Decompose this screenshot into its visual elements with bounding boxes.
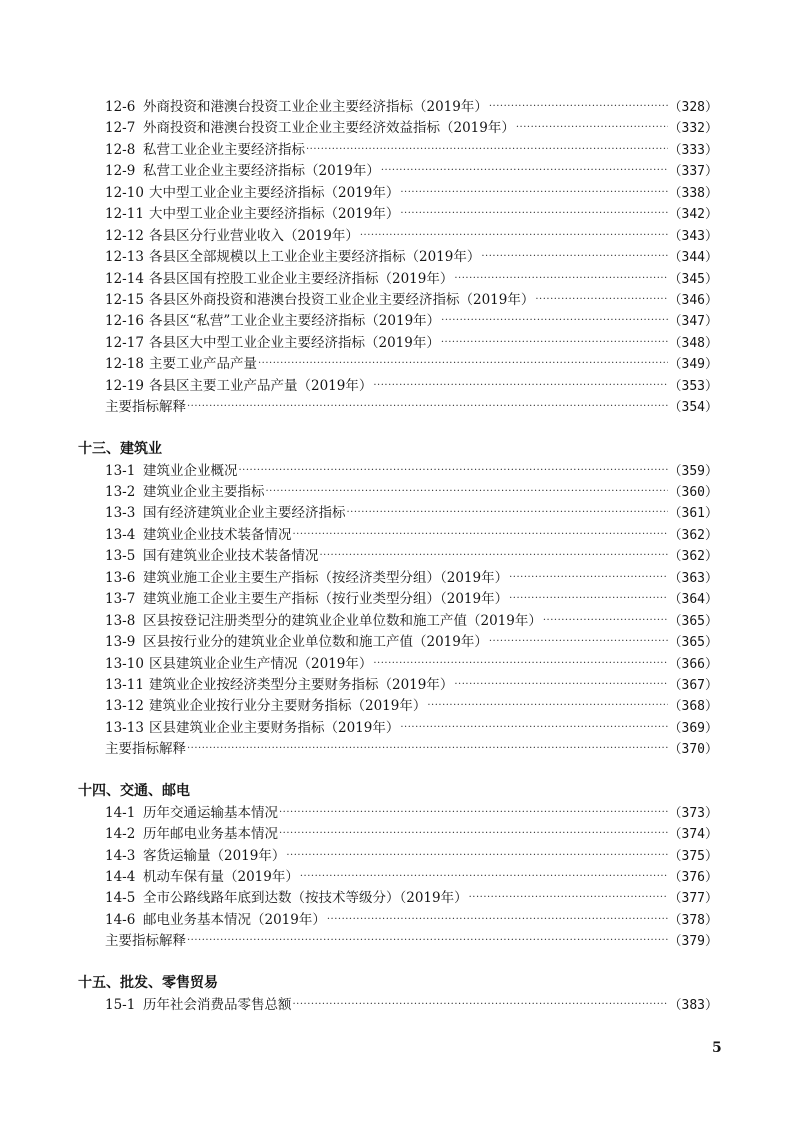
entry-page: （383） [668, 997, 718, 1013]
entry-number: 13-4 [105, 526, 136, 543]
dot-leader [187, 401, 668, 412]
entry-page: （376） [668, 870, 718, 885]
dot-leader [469, 892, 668, 903]
entry-number: 13-10 [105, 655, 144, 672]
toc-entry[interactable] [78, 587, 718, 608]
dot-leader [306, 144, 668, 155]
entry-number: 13-13 [105, 719, 144, 736]
entry-title: 私营工业企业主要经济指标（2019年） [143, 163, 380, 180]
toc-entry[interactable] [78, 886, 718, 907]
entry-page: （361） [668, 506, 718, 522]
entry-number: 12-16 [105, 313, 144, 330]
entry-number: 14-1 [105, 804, 136, 821]
entry-number: 13-12 [105, 698, 144, 715]
entry-page: （367） [668, 677, 718, 693]
toc-entry[interactable] [78, 865, 718, 886]
dot-leader [489, 636, 668, 647]
entry-title: 各县区分行业营业收入（2019年） [149, 227, 359, 244]
entry-title: 主要指标解释 [105, 741, 186, 758]
entry-number: 13-8 [105, 612, 136, 629]
entry-number: 12-15 [105, 291, 144, 308]
entry-number: 12-9 [105, 163, 136, 180]
toc-entry[interactable] [78, 395, 718, 416]
toc-entry[interactable] [78, 523, 718, 544]
entry-page: （342） [668, 207, 718, 223]
dot-leader [293, 529, 668, 540]
entry-title: 建筑业企业概况 [143, 462, 238, 479]
toc-entry[interactable] [78, 694, 718, 715]
dot-leader [400, 187, 667, 198]
dot-leader [347, 507, 668, 518]
toc-entry[interactable] [78, 159, 718, 180]
entry-page: （363） [668, 570, 718, 586]
toc-entry[interactable] [78, 929, 718, 950]
entry-number: 12-18 [105, 356, 144, 373]
entry-title: 历年社会消费品零售总额 [143, 996, 292, 1013]
entry-number: 12-7 [105, 120, 136, 137]
dot-leader [293, 999, 668, 1010]
entry-page: （347） [668, 314, 718, 330]
dot-leader [516, 122, 668, 133]
entry-page: （354） [668, 400, 718, 416]
toc-entry[interactable] [78, 501, 718, 522]
entry-title: 区县按行业分的建筑业企业单位数和施工产值（2019年） [143, 634, 488, 651]
toc-entry[interactable] [78, 309, 718, 330]
entry-page: （328） [668, 100, 718, 115]
toc-entry[interactable] [78, 544, 718, 565]
entry-title: 外商投资和港澳台投资工业企业主要经济效益指标（2019年） [143, 120, 515, 137]
dot-leader [327, 914, 668, 925]
toc-entry[interactable] [78, 352, 718, 373]
entry-number: 12-14 [105, 270, 144, 287]
dot-leader [187, 743, 668, 754]
entry-number: 14-5 [105, 890, 136, 907]
entry-page: （338） [668, 185, 718, 201]
dot-leader [279, 807, 668, 818]
entry-number: 12-12 [105, 227, 144, 244]
page-number: 5 [712, 1040, 722, 1056]
toc-entry[interactable] [78, 737, 718, 758]
entry-title: 历年交通运输基本情况 [143, 804, 278, 821]
toc-entry[interactable] [78, 844, 718, 865]
entry-title: 建筑业企业按行业分主要财务指标（2019年） [149, 698, 427, 715]
dot-leader [373, 380, 667, 391]
entry-title: 外商投资和港澳台投资工业企业主要经济指标（2019年） [143, 99, 488, 115]
entry-title: 国有建筑业企业技术装备情况 [143, 548, 319, 565]
entry-title: 客货运输量（2019年） [143, 847, 286, 864]
entry-title: 主要指标解释 [105, 933, 186, 950]
entry-title: 主要指标解释 [105, 399, 186, 416]
entry-title: 建筑业施工企业主要生产指标（按经济类型分组）（2019年） [143, 569, 509, 586]
toc-entry[interactable] [78, 480, 718, 501]
dot-leader [300, 871, 668, 882]
entry-number: 13-2 [105, 484, 136, 500]
entry-page: （344） [668, 250, 718, 266]
toc-entry[interactable] [78, 652, 718, 673]
dot-leader [441, 337, 668, 348]
entry-page: （343） [668, 228, 718, 244]
entry-page: （377） [668, 891, 718, 907]
toc-entry[interactable] [78, 630, 718, 651]
dot-leader [400, 722, 667, 733]
dot-leader [360, 230, 668, 241]
entry-number: 12-19 [105, 377, 144, 394]
toc-entry[interactable] [78, 822, 718, 843]
entry-number: 12-6 [105, 99, 136, 115]
toc-entry[interactable] [78, 245, 718, 266]
entry-title: 各县区外商投资和港澳台投资工业企业主要经济指标（2019年） [149, 291, 535, 308]
entry-title: 区县建筑业企业生产情况（2019年） [149, 655, 373, 672]
entry-title: 私营工业企业主要经济指标 [143, 141, 305, 158]
entry-title: 历年邮电业务基本情况 [143, 826, 278, 843]
entry-page: （353） [668, 378, 718, 394]
entry-page: （332） [668, 121, 718, 137]
entry-page: （346） [668, 292, 718, 308]
entry-title: 机动车保有量（2019年） [143, 869, 299, 885]
entry-title: 各县区国有控股工业企业主要经济指标（2019年） [149, 270, 454, 287]
entry-number: 13-6 [105, 569, 136, 586]
entry-page: （359） [668, 463, 718, 479]
entry-number: 13-1 [105, 462, 136, 479]
entry-title: 建筑业企业主要指标 [143, 484, 265, 500]
toc-entry[interactable] [78, 267, 718, 288]
dot-leader [543, 615, 668, 626]
toc-entry[interactable] [78, 224, 718, 245]
toc-entry[interactable] [78, 566, 718, 587]
entry-page: （365） [668, 613, 718, 629]
entry-number: 12-17 [105, 334, 144, 351]
dot-leader [509, 572, 667, 583]
entry-page: （378） [668, 912, 718, 928]
entry-title: 区县按登记注册类型分的建筑业企业单位数和施工产值（2019年） [143, 612, 542, 629]
entry-page: （369） [668, 720, 718, 736]
toc-entry[interactable] [78, 993, 718, 1014]
entry-page: （337） [668, 164, 718, 180]
entry-number: 13-7 [105, 591, 136, 608]
dot-leader [258, 358, 668, 369]
entry-title: 大中型工业企业主要经济指标（2019年） [149, 184, 400, 201]
toc-entry[interactable] [78, 609, 718, 630]
entry-title: 各县区主要工业产品产量（2019年） [149, 377, 373, 394]
entry-page: （373） [668, 805, 718, 821]
dot-leader [381, 165, 668, 176]
dot-leader [286, 850, 667, 861]
entry-title: 国有经济建筑业企业主要经济指标 [143, 505, 346, 522]
entry-title: 建筑业企业按经济类型分主要财务指标（2019年） [149, 676, 454, 693]
toc-entry[interactable] [78, 116, 718, 137]
dot-leader [279, 828, 668, 839]
entry-number: 13-5 [105, 548, 136, 565]
dot-leader [454, 679, 667, 690]
entry-title: 区县建筑业企业主要财务指标（2019年） [149, 719, 400, 736]
entry-title: 各县区全部规模以上工业企业主要经济指标（2019年） [149, 249, 481, 266]
entry-number: 14-4 [105, 869, 136, 885]
entry-page: （349） [668, 357, 718, 373]
dot-leader [454, 273, 667, 284]
entry-page: （375） [668, 848, 718, 864]
entry-number: 12-11 [105, 206, 144, 223]
entry-title: 大中型工业企业主要经济指标（2019年） [149, 206, 400, 223]
dot-leader [509, 593, 667, 604]
toc-entry[interactable] [78, 716, 718, 737]
dot-leader [320, 550, 668, 561]
dot-leader [400, 208, 667, 219]
entry-number: 15-1 [105, 996, 136, 1013]
entry-number: 13-9 [105, 634, 136, 651]
entry-number: 13-11 [105, 676, 144, 693]
dot-leader [481, 251, 667, 262]
toc-entry[interactable] [78, 459, 718, 480]
toc-entry[interactable] [78, 331, 718, 352]
entry-page: （362） [668, 549, 718, 565]
dot-leader [187, 935, 668, 946]
dot-leader [441, 315, 667, 326]
entry-number: 12-10 [105, 184, 144, 201]
entry-page: （333） [668, 142, 718, 158]
entry-page: （365） [668, 635, 718, 651]
entry-title: 邮电业务基本情况（2019年） [143, 911, 326, 928]
entry-page: （368） [668, 699, 718, 715]
table-of-contents [78, 95, 718, 1014]
section-heading: 十四、交通、邮电 [78, 782, 190, 799]
entry-page: （379） [668, 934, 718, 950]
dot-leader [373, 658, 667, 669]
entry-page: （360） [668, 485, 718, 500]
dot-leader [266, 486, 668, 497]
entry-page: （370） [668, 742, 718, 758]
dot-leader [427, 700, 667, 711]
toc-entry[interactable] [78, 673, 718, 694]
toc-entry[interactable] [78, 95, 718, 116]
entry-title: 各县区大中型工业企业主要经济指标（2019年） [149, 334, 440, 351]
entry-number: 14-3 [105, 847, 136, 864]
entry-title: 主要工业产品产量 [149, 356, 257, 373]
entry-title: 建筑业施工企业主要生产指标（按行业类型分组）（2019年） [143, 591, 509, 608]
entry-page: （374） [668, 827, 718, 843]
toc-entry[interactable] [78, 288, 718, 309]
entry-page: （366） [668, 656, 718, 672]
section-heading: 十三、建筑业 [78, 440, 162, 457]
toc-entry[interactable] [78, 801, 718, 822]
entry-title: 建筑业企业技术装备情况 [143, 526, 292, 543]
toc-entry[interactable] [78, 374, 718, 395]
entry-number: 13-3 [105, 505, 136, 522]
entry-page: （362） [668, 527, 718, 543]
entry-page: （348） [668, 335, 718, 351]
entry-number: 14-2 [105, 826, 136, 843]
entry-title: 全市公路线路年底到达数（按技术等级分）（2019年） [143, 890, 468, 907]
toc-entry[interactable] [78, 908, 718, 929]
toc-entry[interactable] [78, 138, 718, 159]
section-heading: 十五、批发、零售贸易 [78, 974, 218, 991]
entry-page: （364） [668, 592, 718, 608]
entry-number: 12-8 [105, 141, 136, 158]
entry-page: （345） [668, 271, 718, 287]
toc-entry[interactable] [78, 202, 718, 223]
entry-number: 12-13 [105, 249, 144, 266]
entry-number: 14-6 [105, 911, 136, 928]
entry-title: 各县区“私营”工业企业主要经济指标（2019年） [149, 313, 441, 330]
dot-leader [239, 465, 668, 476]
dot-leader [489, 101, 668, 112]
toc-entry[interactable] [78, 181, 718, 202]
dot-leader [535, 294, 667, 305]
